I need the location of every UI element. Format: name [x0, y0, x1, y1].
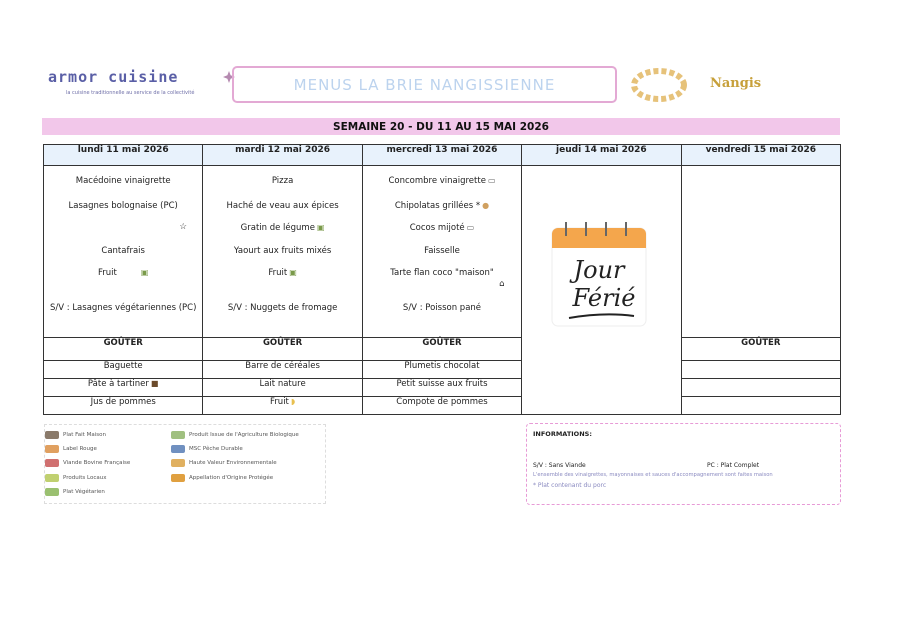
gouter-header: GOÛTER	[44, 338, 203, 361]
dish: S/V : Poisson pané	[402, 303, 482, 313]
company-tagline: la cuisine traditionnelle au service de la collectivité	[66, 90, 195, 96]
organic-icon	[171, 431, 185, 439]
day-header: jeudi 14 mai 2026	[522, 145, 681, 166]
legend-item	[171, 431, 299, 439]
holiday-text-line1: Jour	[573, 256, 625, 284]
day-header: vendredi 15 mai 2026	[681, 145, 840, 166]
label-rouge-icon	[45, 445, 59, 453]
info-pork-label: Plat contenant du porc	[537, 482, 607, 489]
legend-label: Plat Végétarien	[63, 489, 105, 495]
dish	[203, 223, 361, 233]
dish: S/V : Lasagnes végétariennes (PC)	[49, 303, 197, 313]
day-header: mardi 12 mai 2026	[203, 145, 362, 166]
legend-label: Viande Bovine Française	[63, 460, 131, 466]
snack: Lait nature	[203, 379, 362, 397]
hve-icon	[171, 459, 185, 467]
label-rouge-icon: ●	[482, 201, 490, 210]
gouter-header: GOÛTER	[681, 338, 840, 361]
legend-item	[45, 459, 130, 467]
info-pc: PC : Plat Complet	[707, 462, 760, 469]
dish-label: Chipolatas grillées *	[394, 201, 481, 211]
banana-icon: ◗	[290, 397, 296, 406]
legend-label: Produit Issue de l'Agriculture Biologique	[189, 432, 299, 438]
legend-item	[45, 488, 105, 496]
jar-icon: ■	[150, 379, 159, 388]
homemade-icon	[45, 431, 59, 439]
legend-item	[45, 431, 106, 439]
week-banner: SEMAINE 20 - DU 11 AU 15 MAI 2026	[42, 118, 840, 135]
info-note: L'ensemble des vinaigrettes, mayonnaises et sauces d'accompagnement sont faites maison	[533, 472, 773, 478]
vegetarian-icon	[45, 488, 59, 496]
day-menu	[44, 166, 203, 338]
dish: Pizza	[271, 176, 294, 186]
organic-icon: ▣	[316, 223, 325, 232]
info-pork	[533, 482, 606, 489]
dish: Faisselle	[424, 246, 460, 256]
info-title: INFORMATIONS:	[533, 430, 592, 438]
dish-label: Cocos mijoté	[409, 223, 465, 233]
legend-label: MSC Pêche Durable	[189, 446, 243, 452]
homemade-icon: ⌂	[499, 279, 505, 289]
dish: Yaourt aux fruits mixés	[233, 246, 332, 256]
dish	[363, 201, 521, 211]
menu-title: MENUS LA BRIE NANGISSIENNE	[232, 66, 617, 103]
dish-label: Concombre vinaigrette	[388, 176, 486, 186]
dish: Haché de veau aux épices	[226, 201, 339, 211]
dish: Macédoine vinaigrette	[75, 176, 171, 186]
snack-empty	[681, 379, 840, 397]
dish-label: Fruit	[97, 268, 117, 278]
dish: Cantafrais	[101, 246, 145, 256]
day-menu	[362, 166, 521, 338]
legend	[44, 424, 326, 504]
snack: Plumetis chocolat	[362, 361, 521, 379]
menu-table	[43, 144, 841, 415]
snack-label: Fruit	[270, 397, 289, 407]
gouter-header: GOÛTER	[362, 338, 521, 361]
snack-empty	[681, 361, 840, 379]
info-box	[526, 423, 841, 505]
legend-label: Plat Fait Maison	[63, 432, 106, 438]
aop-icon	[171, 474, 185, 482]
dish-label: Fruit	[268, 268, 288, 278]
dish	[363, 176, 521, 186]
legend-label: Label Rouge	[63, 446, 97, 452]
dish	[363, 223, 521, 233]
day-menu	[203, 166, 362, 338]
dish	[203, 268, 361, 278]
snack	[44, 379, 203, 397]
beef-icon	[45, 459, 59, 467]
legend-item	[171, 459, 277, 467]
legend-item	[45, 445, 97, 453]
dish: Tarte flan coco "maison"	[390, 268, 494, 278]
snack: Jus de pommes	[44, 397, 203, 415]
day-header: lundi 11 mai 2026	[44, 145, 203, 166]
dish: Lasagnes bolognaise (PC)	[68, 201, 178, 211]
food-ring-icon	[630, 67, 688, 103]
legend-item	[171, 474, 273, 482]
star-icon: ☆	[179, 222, 187, 232]
homemade-icon: ▭	[466, 223, 475, 232]
homemade-icon: ▭	[487, 176, 496, 185]
legend-item	[45, 474, 106, 482]
snack: Baguette	[44, 361, 203, 379]
snack-empty	[681, 397, 840, 415]
snack	[203, 397, 362, 415]
legend-label: Produits Locaux	[63, 475, 107, 481]
dish-label: Gratin de légume	[240, 223, 315, 233]
snack-label: Pâte à tartiner	[87, 379, 149, 389]
snack: Petit suisse aux fruits	[362, 379, 521, 397]
gouter-header: GOÛTER	[203, 338, 362, 361]
legend-item	[171, 445, 243, 453]
dish: S/V : Nuggets de fromage	[227, 303, 338, 313]
legend-label: Appellation d'Origine Protégée	[189, 475, 274, 481]
snack: Barre de céréales	[203, 361, 362, 379]
day-header: mercredi 13 mai 2026	[362, 145, 521, 166]
organic-icon: ▣	[140, 268, 149, 277]
day-menu	[681, 166, 840, 338]
calendar-icon	[549, 218, 649, 330]
holiday-text-line2: Férié	[572, 284, 636, 312]
snack: Compote de pommes	[362, 397, 521, 415]
organic-icon: ▣	[289, 268, 297, 277]
msc-icon	[171, 445, 185, 453]
info-sv: S/V : Sans Viande	[533, 462, 586, 469]
legend-label: Haute Valeur Environnementale	[189, 460, 277, 466]
asterisk-icon: *	[533, 482, 536, 489]
partner-logo: Nangis	[710, 76, 762, 91]
dish	[44, 268, 202, 278]
local-icon	[45, 474, 59, 482]
company-logo: armor cuisine	[48, 68, 179, 86]
